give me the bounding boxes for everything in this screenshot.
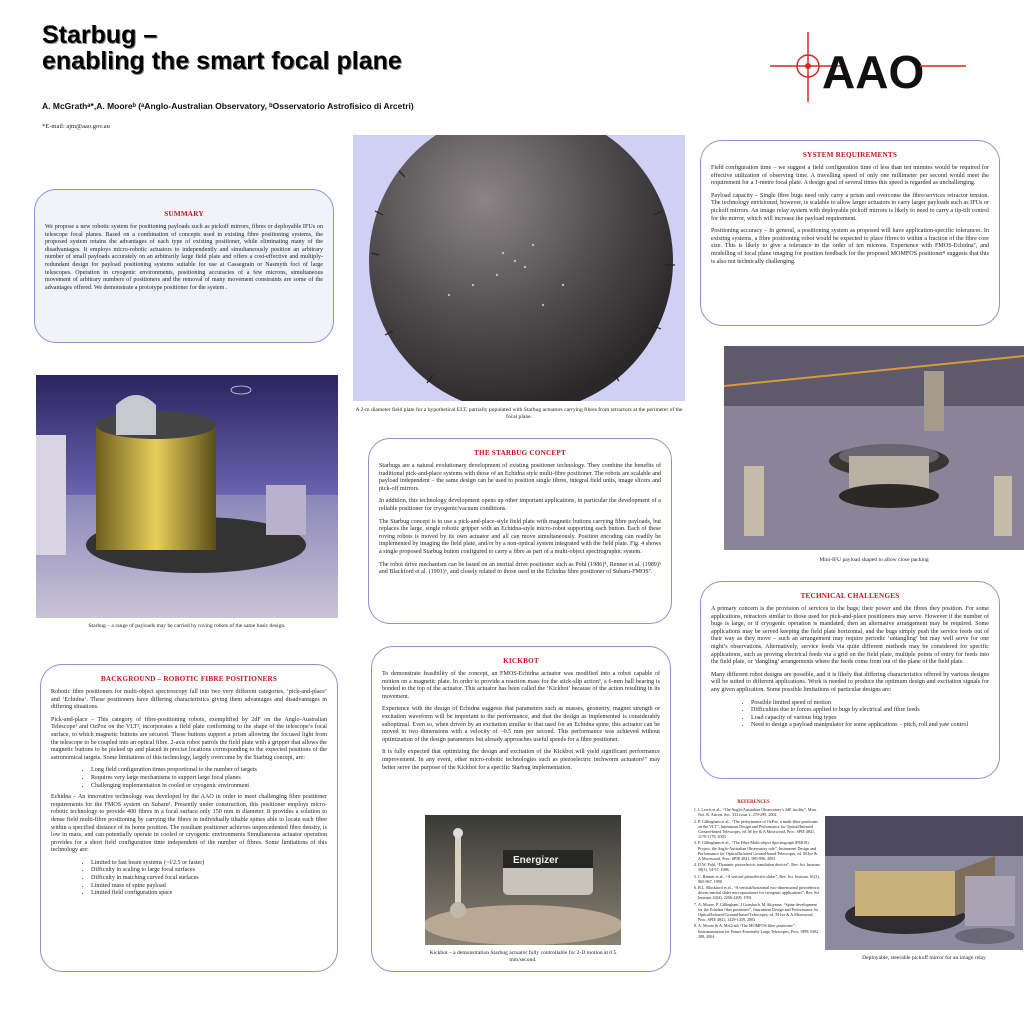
- concept-paragraph: The Starbug concept is to use a pick-and-place-style field plate with magnetic buttons carrying fibre payloads, but replaces the large, single robotic gripper with an Echidna-style micro-robot supporting each button. Each of these roving robots is moved by its own actuator and all can move simultaneously. Position encoding can readily be implemented by imaging the field plate, and/or by a non-optical system integrated with the field plate. Fig. 4 shows a single proposed Starbug button configured to carry a fibre as part of a multi-object spectrographic system.: [379, 518, 661, 555]
- starbug-payloads-caption: Starbug – a range of payloads may be carried by roving robots of the same basic design.: [88, 623, 286, 629]
- list-item: • Difficulty in scaling to large focal surfaces: [91, 867, 327, 875]
- mini-ifu-caption: Mini-IFU payload shaped to allow close packing: [819, 557, 929, 563]
- list-item: • Difficulty in matching curved focal surfaces: [91, 875, 327, 883]
- technical-challenges-panel: [700, 581, 1000, 779]
- reference-item: 3. P. Gillingham et al., “The Fibre Multi-object Spectrograph (FMOS) Project: the Anglo-Australian Observatory role”, Instrument Design and Performance for Optical/Infrared Ground-based Telescopes, ed. M.Iye & A.Moorwood, Proc. SPIE 4841, 985-996, 2003: [698, 840, 821, 861]
- background-list-1: [51, 767, 327, 790]
- list-item: • Challenging implementation in cooled or cryogenic environment: [91, 783, 327, 791]
- sysreq-paragraph: Payload capacity – Single fibre bugs need only carry a prism and overcome the fibre/services retractor tension. The technology envisioned, however, is scalable to allow larger actuators to carry larger payloads such as IFUs or pickoff mirrors. An image relay system with deployable pickoff mirrors is likely to need to carry a tip-tilt control for the mirror, which will increase the payload requirement.: [711, 192, 989, 222]
- references-list: [686, 807, 821, 939]
- reference-item: 5. C. Renner et al., “A vertical piezoelectric slider”, Rev. Sci. Instrum. 61(3), 965-967, 1990: [698, 874, 821, 884]
- list-item: • Limited mass of spine payload: [91, 883, 327, 891]
- mini-ifu-image: [724, 346, 1024, 550]
- challenges-paragraph: A primary concern is the provision of services to the bugs; their power and the fibres they position. For some applications, retractors similar to those used for pick-and-place positioners may serve. However if the number of bugs is large, or if cryogenic operation is mandated, then an alternative arrangement may be required. Some applications may be served keeping the field plate horizontal, and the bugs simply push the service feeds out of their way as they move – such an arrangement may require periodic ‘untangling’ but may well serve for one night’s observations. Alternatively, service feeds via quite different methods may be considered for specific applications, such as proving electrical feeds via a grid on the field plate, multiple points of entry for feeds into the field plate, or ‘dangling’ arrangements where the feeds come from out of the plane of the field plate.: [711, 606, 989, 666]
- reference-item: 2. P. Gillingham et al., “The performance of OzPoz, a multi-fiber positioner on the VLT”, Instrument Design and Performance for Optical/Infrared Ground-based Telescopes, ed. M Iye & A Moorwood, Proc. SPIE 4841, 1170-1179, 2003: [698, 819, 821, 840]
- list-item: • Requires very large mechanisms to support large focal planes: [91, 775, 327, 783]
- technical-challenges-heading: TECHNICAL CHALLENGES: [800, 592, 900, 600]
- list-item: • Limited to fast beam systems (~f/2.5 or faster): [91, 860, 327, 868]
- list-item: • Limited field configuration space: [91, 890, 327, 898]
- concept-paragraph: The robot drive mechanism can be based on an inertial drive positioner such as Pohl (1986)⁴, Renner et al. (1989)⁵ and Blackford et al. (1991)⁶, and closely related to those used in the Echidna fibre positioner of Subaru-FMOS⁷.: [379, 561, 661, 576]
- challenges-list: [711, 700, 989, 730]
- starbug-payloads-image: [36, 375, 338, 618]
- references: [686, 800, 821, 940]
- kickbot-paragraph: To demonstrate feasibility of the concept, an FMOS-Echidna actuator was modified into a robot capable of motion on a magnetic plate. In order to provide a reaction mass for the stick-slip action³, a 6-mm ball bearing is bonded to the top of the actuator. This actuator has been called the ‘Kickbot’ because of the action resulting in its movement.: [382, 671, 660, 700]
- concept-paragraph: Starbugs are a natural evolutionary development of existing positioner technology. They combine the benefits of traditional pick-and-place systems with those of an Echidna style multi-fibre positioner. The robots are scalable and payload independent – the same design can be used to position single fibres, integral field units, image slicers and pick-off mirrors.: [379, 463, 661, 492]
- battery-brand-label: Energizer: [513, 855, 559, 866]
- background-paragraph: Robotic fibre positioners for multi-object spectroscopy fall into two very different categories, ‘pick-and-place’ and ‘Echidna’. These positioners have differing characteristics giving them advantages and disadvantages in differing situations.: [51, 689, 327, 711]
- summary-body: We propose a new robotic system for positioning payloads such as pickoff mirrors, fibres or deployable IFUs on telescope focal planes. Based on a combination of concepts used in existing fibre positioning systems, the proposed system retains the advantages of each type of existing positioner, while eliminating many of the disadvantages. It employs micro-robotic actuators to independently and simultaneously position an arbitrary number of small payloads accurately on an arbitrarily large field plate and offers a cost-effective and multiply-redundant design for payload positioning systems suitable for use at Cassegrain or Nasmyth foci of large telescopes. Operation in cryogenic environments, positioning accuracies of a few microns, simultaneous movement of arbitrary numbers of positioners and the removal of many movement constraints are some of the advantages offered. We demonstrate a prototype positioner for the system .: [45, 224, 323, 291]
- kickbot-photo: [425, 815, 621, 945]
- field-plate-image: [353, 135, 685, 401]
- aao-logo-icon: [770, 30, 966, 104]
- reference-item: 7. A. Moore, P. Gillingham, J.Griesbach, M.Akiyama, “Spine development for the Echidna fiber positioner”, Instrument Design and Performance for Optical/Infrared Ground-based Telescopes, ed. M.Iye & A.Moorwood, Proc. SPIE 4841, 1429-1439, 2003: [698, 902, 821, 923]
- list-item: • Possible limited speed of motion: [751, 700, 989, 708]
- system-requirements-heading: SYSTEM REQUIREMENTS: [802, 151, 898, 159]
- background-paragraph: Pick-and-place – This category of fibre-positioning robots, exemplified by 2dF on the Anglo-Australian Telescope¹ and OzPoz on the VLT², incorporates a field plate conforming to the shape of the telescope’s focal surface, to which magnetic buttons are secured. These buttons support a prism allowing the focused light from the telescope to be coupled into an optical fibre. 2-axis robot patrols the field plate with a gripper that allows the magnetic buttons to be picked up and placed in precise locations corresponding to the expected positions of the astronomical targets. Some limitations of this technology, largely overcome by the Starbug concept, are:: [51, 716, 327, 761]
- concept-paragraph: In addition, this technology development opens up other important applications, in particular the development of a reliable positioner for cryogenic/vacuum conditions.: [379, 498, 661, 512]
- pickoff-caption: Deployable, steerable pickoff mirror for an image relay: [862, 955, 986, 961]
- list-item: • Load capacity of various bug types: [751, 715, 989, 723]
- field-plate-caption: A 2-m diameter field plate for a hypothetical ELT, partially populated with Starbug actuators carrying fibres from retractors at the perimeter of the focal plane.: [355, 407, 683, 420]
- pickoff-mirror-image: [825, 816, 1023, 950]
- email: *E-mail: ajm@aao.gov.au: [42, 123, 110, 130]
- background-heading: BACKGROUND – ROBOTIC FIBRE POSITIONERS: [100, 675, 278, 683]
- kickbot-heading: KICKBOT: [503, 657, 539, 665]
- background-panel: [40, 664, 338, 972]
- poster-title: [42, 22, 402, 74]
- starbug-concept-panel: [368, 438, 672, 624]
- challenges-paragraph: Many different robot designs are possible, and it is likely that differing characteristics offered by various designs will be suited to different applications. Work is needed to produce the optimum design and excitation signals for any given application. Some possible limitations of particular designs are:: [711, 671, 989, 693]
- reference-item: 6. B.L. Blackford et al., “A vertical/horizontal two-dimensional piezoelectric driven inertial slider micropositioner for cryogenic applications”, Rev. Sci. Instrum. 63(4), 2206-2209, 1991: [698, 885, 821, 901]
- background-list-2: [51, 860, 327, 898]
- background-paragraph: Echidna – An innovative technology was developed by the AAO in order to meet challenging fibre positioner requirements for the FMOS system on Subaru³. Presently under construction, this positioner employs micro-robotic technology to provide 400 fibres in a focal surface only 150 mm in diameter. It provides a solution to dense field multi-fibre positioning by carrying the fibres in individually tiltable spines able to locate each fibre within a specified distance of its home position. The resultant positioner achieves unprecedented fibre density, is low in mass, and can potentially operate in cooled or cryogenic environments Simultaneous actuator operation provides for a short field configuration time independent of the number of fibres. Some limitations of this technology are:: [51, 794, 327, 854]
- reference-item: 1. I. Lewis et al., “The Anglo-Australian Observatory’s 2dF facility”, Mon. Not. R. Astron. Soc. 333 issue 2, 279-299, 2002.: [698, 807, 821, 817]
- kickbot-caption: Kickbot – a demonstration Starbug actuator fully controllable for 2-D motion at 0.5 mm/second.: [429, 950, 617, 963]
- summary-panel: [34, 189, 334, 343]
- kickbot-paragraph: Experience with the design of Echidna suggests that parameters such as masses, geometry, magnet strength or excitation waveform will be important to the performance, and that the design as implemented is considerably suboptimal. Even so, when driven by an excitation similar to that used for an Echidna spine, this actuator can be moved in two dimensions with a velocity of ~0.5 mm per second. This performance was achieved without optimization of the design parameters but already approaches useful speeds for a fibre positioner.: [382, 706, 660, 743]
- reference-item: 8. A. Moore & A. McGrath “The MOMFOS fiber positioner”, Instrumentation for Future Extremely Large Telescopes, Proc. SPIE 5492 208, 2004: [698, 923, 821, 939]
- list-item: • Long field configuration times proportional to the number of targets: [91, 767, 327, 775]
- kickbot-paragraph: It is fully expected that optimizing the design and excitation of the Kickbot will yield significant performance improvement. In any event, other micro-robotic technologies such as piezoelectric inchworm actuators¹⁷ may better serve the purpose of the Kickbot for a specific Starbug implementation.: [382, 749, 660, 771]
- authors: A. McGrathᵃ*,A. Mooreᵇ (ᵃAnglo-Australian Observatory, ᵇOsservatorio Astrofisico di Arcetri): [42, 101, 414, 111]
- logo-letters: AAO: [822, 46, 925, 98]
- sysreq-paragraph: Field configuration time – we suggest a field configuration time of less than ten minutes would be required for effective utilization of observing time. A travelling speed of only one millimeter per second would meet the requirement for a 1-metre focal plate. A design goal of several times this speed is regarded as unchallenging.: [711, 165, 989, 187]
- reference-item: 4. D.W. Pohl, “Dynamic piezoelectric translation devices”, Rev. Sci. Instrum. 58(1), 54-57, 1986: [698, 862, 821, 872]
- title-line-1: Starbug –: [42, 21, 158, 49]
- summary-heading: SUMMARY: [164, 210, 204, 218]
- list-item: • Difficulties due to forces applied to bugs by electrical and fibre feeds: [751, 707, 989, 715]
- starbug-concept-heading: THE STARBUG CONCEPT: [474, 449, 566, 457]
- system-requirements-panel: [700, 140, 1000, 326]
- references-heading: REFERENCES: [737, 800, 770, 805]
- title-line-2: enabling the smart focal plane: [42, 47, 402, 75]
- list-item: • Need to design a payload manipulator for some applications – pitch, roll and yaw control: [751, 722, 989, 730]
- sysreq-paragraph: Positioning accuracy – In general, a positioning system as proposed will have application-specific tolerances. In existing systems, a fibre positioning robot would be expected to place fibres to within a fraction of the fibre core size. This is likely to give a tolerance in the order of ten microns. Experience with FMOS-Echidna⁷, and modelling of focal plane imaging for position feedback for the proposed MOMFOS positioner⁸ suggests that this is also not technically challenging.: [711, 228, 989, 265]
